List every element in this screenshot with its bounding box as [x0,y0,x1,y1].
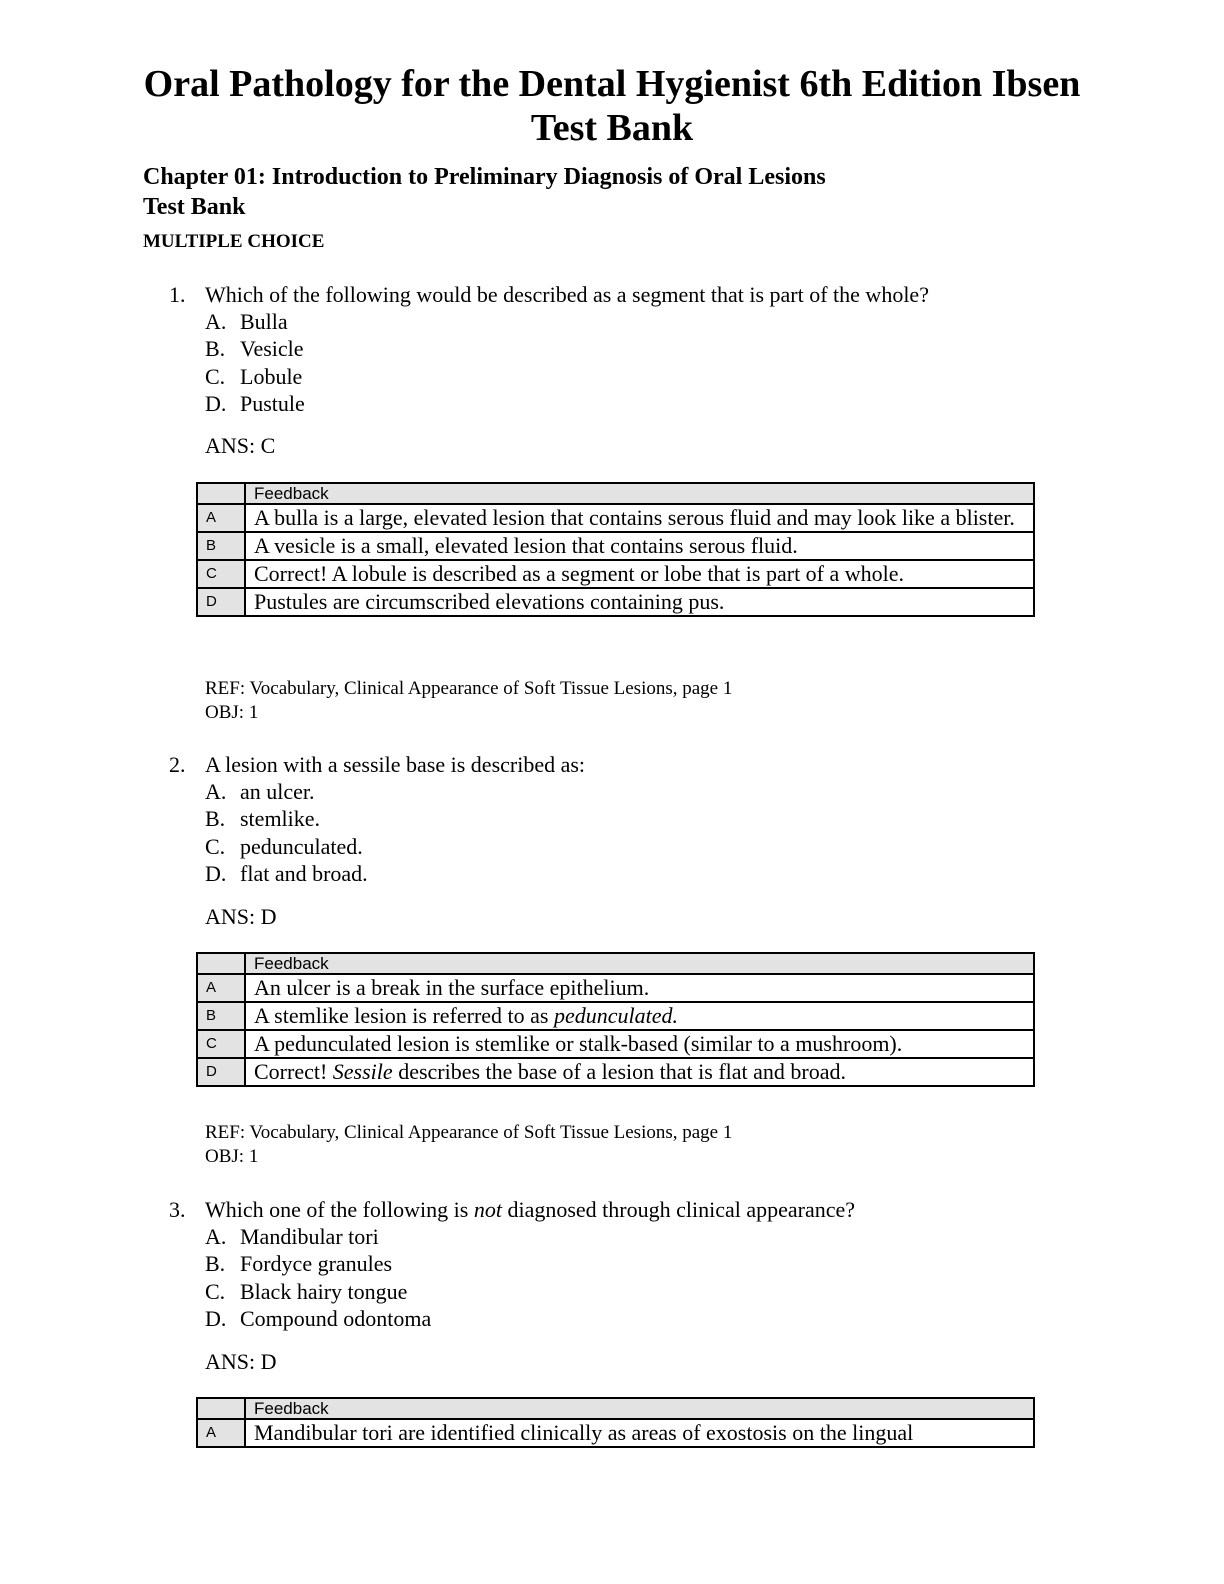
feedback-label: A [197,504,245,532]
question-number: 3. [169,1197,186,1222]
feedback-text: Pustules are circumscribed elevations containing pus. [245,588,1034,616]
feedback-row [197,1419,1034,1447]
feedback-text: A vesicle is a small, elevated lesion that contains serous fluid. [245,532,1034,560]
feedback-text: Mandibular tori are identified clinically as areas of exostosis on the lingual [245,1419,1034,1447]
document-title [0,62,1224,150]
feedback-label: D [197,1058,245,1086]
feedback-text: A bulla is a large, elevated lesion that contains serous fluid and may look like a blister. [245,504,1034,532]
feedback-row [197,974,1034,1002]
option-a: A. an ulcer. [205,779,315,804]
option-c: C. Black hairy tongue [205,1278,408,1304]
feedback-text: Correct! Sessile describes the base of a lesion that is flat and broad. [245,1058,1034,1086]
option-d: D. Compound odontoma [205,1305,432,1331]
feedback-row [197,504,1034,532]
answer-options [205,308,305,417]
reference-block-1 [205,677,732,725]
option-a: A. Mandibular tori [205,1224,379,1249]
feedback-label: B [197,532,245,560]
question-stem [169,751,585,778]
reference: REF: Vocabulary, Clinical Appearance of Soft Tissue Lesions, page 1 [205,1122,733,1143]
objective: OBJ: 1 [205,702,259,723]
feedback-header: Feedback [245,1398,1034,1419]
feedback-row [197,588,1034,616]
section-heading: MULTIPLE CHOICE [143,231,325,252]
option-b: B. Vesicle [205,336,304,362]
feedback-label: A [197,974,245,1002]
feedback-label: C [197,1030,245,1058]
chapter-heading [143,162,826,222]
feedback-row [197,560,1034,588]
answer-options [205,1223,431,1332]
feedback-text: Correct! A lobule is described as a segment or lobe that is part of a whole. [245,560,1034,588]
question-number: 2. [169,752,186,777]
document-title-line1: Oral Pathology for the Dental Hygienist 6th Edition Ibsen [143,63,1081,105]
feedback-row [197,1058,1034,1086]
feedback-header: Feedback [245,483,1034,504]
question-number: 1. [169,282,186,307]
question-stem [169,1196,855,1223]
question-text: Which one of the following is not diagnosed through clinical appearance? [205,1197,856,1222]
feedback-row [197,1002,1034,1030]
objective: OBJ: 1 [205,1146,259,1167]
feedback-label: B [197,1002,245,1030]
feedback-header-row [197,953,1034,974]
question-stem [169,281,929,308]
feedback-header: Feedback [245,953,1034,974]
feedback-header-row [197,483,1034,504]
chapter-title: Chapter 01: Introduction to Preliminary Diagnosis of Oral Lesions [143,164,826,190]
answer-key: ANS: D [205,904,277,929]
feedback-text: An ulcer is a break in the surface epithelium. [245,974,1034,1002]
feedback-text: A stemlike lesion is referred to as pedunculated. [245,1002,1034,1030]
reference: REF: Vocabulary, Clinical Appearance of Soft Tissue Lesions, page 1 [205,678,733,699]
option-b: B. Fordyce granules [205,1251,393,1277]
reference-block-2 [205,1121,732,1169]
option-c: C. pedunculated. [205,833,363,859]
answer-key: ANS: D [205,1349,277,1374]
question-text: A lesion with a sessile base is described as: [205,752,586,777]
answer-key: ANS: C [205,433,276,458]
option-c: C. Lobule [205,363,303,389]
feedback-header-row [197,1398,1034,1419]
feedback-label: D [197,588,245,616]
option-d: D. flat and broad. [205,860,368,886]
chapter-subtitle: Test Bank [143,194,246,220]
feedback-table-2 [196,952,1035,1087]
document-title-line2: Test Bank [530,107,694,149]
feedback-label: C [197,560,245,588]
feedback-row [197,1030,1034,1058]
feedback-text: A pedunculated lesion is stemlike or stalk-based (similar to a mushroom). [245,1030,1034,1058]
feedback-table-3 [196,1397,1035,1448]
feedback-label: A [197,1419,245,1447]
option-a: A. Bulla [205,309,288,334]
question-text: Which of the following would be described as a segment that is part of the whole? [205,282,929,307]
option-d: D. Pustule [205,390,305,416]
feedback-row [197,532,1034,560]
feedback-table-1 [196,482,1035,617]
answer-options [205,778,368,887]
option-b: B. stemlike. [205,806,321,832]
